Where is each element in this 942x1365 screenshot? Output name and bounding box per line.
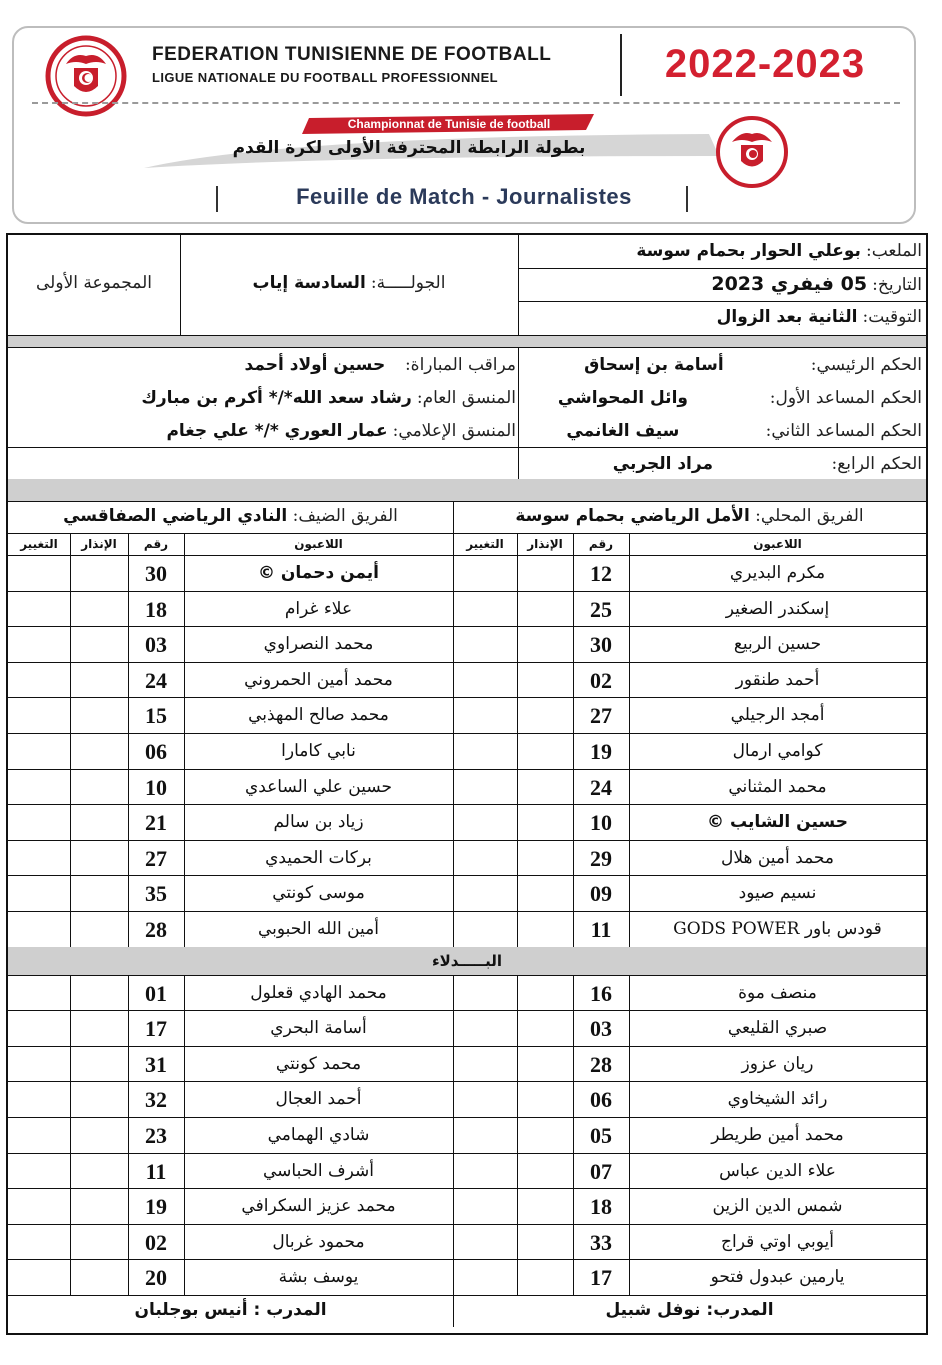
home-starters-player-name: كوامي ارمال	[732, 741, 823, 761]
row-line	[8, 1224, 926, 1225]
fourth-label: الحكم الرابع:	[831, 454, 922, 474]
home-col-players: اللاعبون	[753, 537, 802, 551]
row-line	[8, 626, 926, 627]
home-subs-player-name: يارمين عبدول فتحو	[710, 1267, 845, 1288]
away-starters-player-name: موسى كونتي	[272, 883, 365, 904]
grid-line	[128, 975, 129, 1295]
away-subs-player-name: يوسف بشة	[278, 1267, 359, 1288]
grid-line	[184, 975, 185, 1295]
championship-ar: بطولة الرابطة المحترفة الأولى لكرة القدم	[232, 138, 586, 158]
away-subs-player-number: 11	[145, 1158, 167, 1184]
row-line	[8, 591, 926, 592]
away-starters-player-name: علاء غرام	[284, 598, 353, 619]
grid-line	[517, 533, 518, 947]
home-starters-player-number: 12	[590, 561, 612, 586]
away-starters-player-name: أمين الله الحبوبي	[257, 919, 380, 939]
away-subs-player-name: محمد الهادي قعلول	[250, 982, 387, 1003]
away-starters-player-name: حسين علي الساعدي	[244, 776, 393, 797]
fourth-official-row	[519, 448, 922, 480]
home-subs-player-number: 28	[590, 1051, 612, 1077]
referee-value: أسامة بن إسحاق	[584, 355, 724, 375]
home-subs-player-number: 18	[590, 1194, 612, 1220]
away-subs-player-number: 02	[145, 1229, 167, 1255]
referee-label: الحكم الرئيسي:	[810, 355, 922, 375]
grid-line	[128, 533, 129, 947]
home-starters-player-name: مكرم البديري	[729, 563, 826, 583]
round-value: السادسة إياب	[252, 273, 366, 293]
grid-line	[184, 533, 185, 947]
title-bar-right	[686, 186, 688, 212]
ftf-crest-icon	[44, 34, 128, 118]
dashed-separator	[32, 102, 900, 104]
referee-row	[519, 349, 922, 381]
season-label: 2022-2023	[664, 42, 866, 86]
away-col-number: رقم	[143, 537, 169, 551]
row-line	[8, 1153, 926, 1154]
media-value: عمار العوري */* علي جغام	[166, 421, 388, 441]
home-starters-player-name: إسكندر الصغير	[725, 598, 830, 619]
ftf-crest-icon	[714, 114, 790, 190]
away-col-change: التغيير	[20, 537, 58, 551]
home-subs-player-number: 06	[590, 1087, 612, 1113]
row-line	[8, 840, 926, 841]
row-line	[8, 1188, 926, 1189]
away-subs-player-name: شادي الهمامي	[267, 1125, 370, 1145]
assistant1-value: وائل المحواشي	[557, 388, 688, 408]
home-subs-player-number: 05	[590, 1123, 612, 1148]
home-subs-player-name: علاء الدين عباس	[719, 1160, 836, 1181]
away-starters-player-number: 15	[145, 703, 167, 729]
grid-line	[70, 975, 71, 1295]
away-starters-player-number: 27	[145, 845, 167, 871]
home-col-warning: الإنذار	[527, 537, 563, 551]
away-starters-player-number: 28	[145, 917, 167, 942]
home-starters-player-name: حسين الربيع	[733, 634, 822, 655]
away-starters-player-name: محمد صالح المهذبي	[248, 705, 389, 726]
header-divider	[620, 34, 622, 96]
home-starters-player-name: أمجد الرجيلي	[730, 705, 825, 726]
away-team-label: الفريق الضيف:	[287, 506, 398, 526]
away-team-header	[8, 501, 453, 531]
home-starters-player-number: 30	[590, 632, 612, 658]
grid-line	[453, 975, 454, 1295]
grid-line	[8, 347, 926, 348]
away-starters-player-number: 30	[145, 561, 167, 586]
home-subs-player-name: منصف موة	[738, 982, 817, 1003]
grid-line	[629, 975, 630, 1295]
fourth-value: مراد الجربي	[612, 454, 713, 474]
grid-line	[573, 533, 574, 947]
coordinator-label: المنسق العام:	[416, 388, 516, 408]
round-cell	[180, 267, 518, 299]
date-row	[711, 268, 922, 300]
grid-line	[518, 235, 519, 335]
away-starters-player-number: 35	[145, 881, 167, 907]
home-subs-player-number: 33	[590, 1229, 612, 1255]
row-line	[8, 769, 926, 770]
home-team-header	[453, 501, 926, 531]
home-starters-player-number: 25	[590, 596, 612, 622]
away-subs-player-name: أسامة البحري	[270, 1018, 367, 1039]
away-starters-player-name: زياد بن سالم	[273, 812, 364, 833]
home-team-name: الأمل الرياضي بحمام سوسة	[515, 506, 750, 526]
home-subs-player-number: 07	[590, 1158, 612, 1184]
away-starters-player-name: محمد النصراوي	[263, 634, 374, 655]
home-starters-player-number: 24	[590, 774, 612, 800]
home-starters-player-name: قودس باور GODS POWER	[673, 919, 882, 939]
home-starters-player-name: نسيم صيود	[738, 883, 817, 904]
away-starters-player-number: 21	[145, 810, 167, 836]
assistant1-label: الحكم المساعد الأول:	[769, 388, 922, 408]
time-value: الثانية بعد الزوال	[716, 307, 858, 327]
away-subs-player-number: 20	[145, 1265, 167, 1291]
header-card	[12, 26, 916, 224]
commissioner-value: حسين أولاد أحمد	[244, 355, 386, 375]
away-subs-player-number: 32	[145, 1087, 167, 1113]
away-subs-player-number: 19	[145, 1194, 167, 1220]
home-col-number: رقم	[588, 537, 614, 551]
home-subs-player-name: ريان عزوز	[741, 1053, 814, 1074]
home-subs-player-number: 03	[590, 1016, 612, 1042]
home-subs-player-name: رائد الشيخاوي	[727, 1089, 828, 1110]
home-starters-player-name: حسين الشايب ©	[707, 812, 848, 833]
row-line	[8, 911, 926, 912]
row-line	[8, 875, 926, 876]
away-starters-player-name: أيمن دحمان ©	[257, 563, 379, 583]
round-label: الجولـــــة:	[370, 273, 446, 293]
home-starters-player-number: 09	[590, 881, 612, 907]
coordinator-row	[141, 382, 516, 414]
match-sheet-table	[6, 233, 928, 1335]
away-subs-player-name: محمد عزيز السكرافي	[241, 1196, 396, 1217]
date-value: 05 فيفري 2023	[711, 273, 868, 295]
grid-line	[8, 555, 926, 556]
grid-line	[629, 533, 630, 947]
row-line	[8, 1010, 926, 1011]
group-cell	[8, 267, 180, 299]
sheet-title: Feuille de Match - Journalistes	[296, 184, 632, 209]
home-team-label: الفريق المحلي:	[749, 506, 864, 526]
home-starters-player-number: 11	[590, 917, 612, 942]
media-label: المنسق الإعلامي:	[392, 421, 516, 441]
separator-band	[8, 479, 926, 501]
home-subs-player-name: شمس الدين الزين	[712, 1196, 843, 1217]
home-starters-player-number: 10	[590, 810, 612, 836]
media-row	[166, 415, 516, 447]
home-starters-player-number: 02	[590, 667, 612, 693]
away-col-warning: الإنذار	[81, 537, 117, 551]
away-subs-player-number: 17	[145, 1016, 167, 1042]
federation-name: FEDERATION TUNISIENNE DE FOOTBALL	[152, 44, 552, 65]
away-starters-player-number: 06	[145, 739, 167, 764]
home-subs-player-name: محمد أمين طريطر	[711, 1125, 844, 1145]
away-subs-player-name: أحمد العجال	[275, 1089, 362, 1110]
home-starters-player-number: 29	[590, 845, 612, 871]
stadium-value: بوعلي الحوار بحمام سوسة	[636, 241, 861, 261]
home-subs-player-number: 17	[590, 1265, 612, 1291]
time-label: التوقيت:	[862, 307, 922, 327]
ligue-name: LIGUE NATIONALE DU FOOTBALL PROFESSIONNEL	[152, 70, 498, 85]
assistant1-row	[519, 382, 922, 414]
home-coach: المدرب: نوفل شبيل	[605, 1300, 774, 1320]
row-line	[8, 1259, 926, 1260]
home-starters-player-name: أحمد طنقور	[735, 669, 820, 690]
away-coach: المدرب : أنيس بوجلبان	[134, 1300, 327, 1320]
home-starters-player-number: 19	[590, 739, 612, 764]
row-line	[8, 662, 926, 663]
separator-band	[8, 335, 926, 347]
assistant2-value: سيف الغانمي	[566, 421, 680, 441]
grid-line	[573, 975, 574, 1295]
home-starters-player-name: محمد المثناني	[728, 776, 827, 797]
bench-title: البـــــدلاء	[431, 951, 503, 970]
away-starters-player-name: محمد أمين الحمروني	[244, 669, 393, 690]
away-team-name: النادي الرياضي الصفاقسي	[63, 506, 288, 526]
away-subs-player-name: محمود غربال	[272, 1231, 365, 1252]
group-value: المجموعة الأولى	[36, 273, 152, 293]
championship-fr: Championnat de Tunisie de football	[347, 117, 551, 131]
home-subs-player-name: صبري القليعي	[727, 1018, 828, 1039]
away-subs-player-name: أشرف الحباسي	[263, 1160, 374, 1181]
away-starters-player-number: 10	[145, 774, 167, 800]
grid-line	[517, 975, 518, 1295]
date-label: التاريخ:	[872, 275, 922, 295]
away-starters-player-name: نابي كامارا	[281, 741, 356, 761]
away-subs-player-name: محمد كونتي	[275, 1053, 362, 1074]
home-col-change: التغيير	[466, 537, 504, 551]
row-line	[8, 733, 926, 734]
stadium-label: الملعب:	[866, 241, 922, 261]
grid-line	[8, 975, 926, 976]
coordinator-value: رشاد سعد الله*/* أكرم بن مبارك	[141, 388, 412, 408]
away-starters-player-name: بركات الحميدي	[265, 847, 372, 868]
home-starters-player-name: محمد أمين هلال	[721, 847, 834, 868]
away-starters-player-number: 24	[145, 667, 167, 693]
row-line	[8, 1117, 926, 1118]
row-line	[8, 697, 926, 698]
assistant2-row	[519, 415, 922, 447]
home-subs-player-number: 16	[590, 980, 612, 1006]
stadium-row	[636, 235, 922, 267]
away-subs-player-number: 31	[145, 1051, 167, 1077]
away-col-players: اللاعبون	[294, 537, 343, 551]
commissioner-label: مراقب المباراة:	[404, 355, 516, 375]
home-starters-player-number: 27	[590, 703, 612, 729]
grid-line	[8, 335, 926, 336]
away-subs-player-number: 01	[145, 980, 167, 1006]
assistant2-label: الحكم المساعد الثاني:	[765, 421, 922, 441]
time-row	[717, 301, 922, 333]
grid-line	[453, 533, 454, 947]
away-starters-player-number: 03	[145, 632, 167, 658]
home-subs-player-name: أيوبي اوتي قراج	[721, 1231, 834, 1252]
away-starters-player-number: 18	[145, 596, 167, 622]
row-line	[8, 804, 926, 805]
grid-line	[70, 533, 71, 947]
row-line	[8, 1046, 926, 1047]
commissioner-row	[230, 349, 516, 381]
away-subs-player-number: 23	[145, 1123, 167, 1148]
row-line	[8, 1081, 926, 1082]
